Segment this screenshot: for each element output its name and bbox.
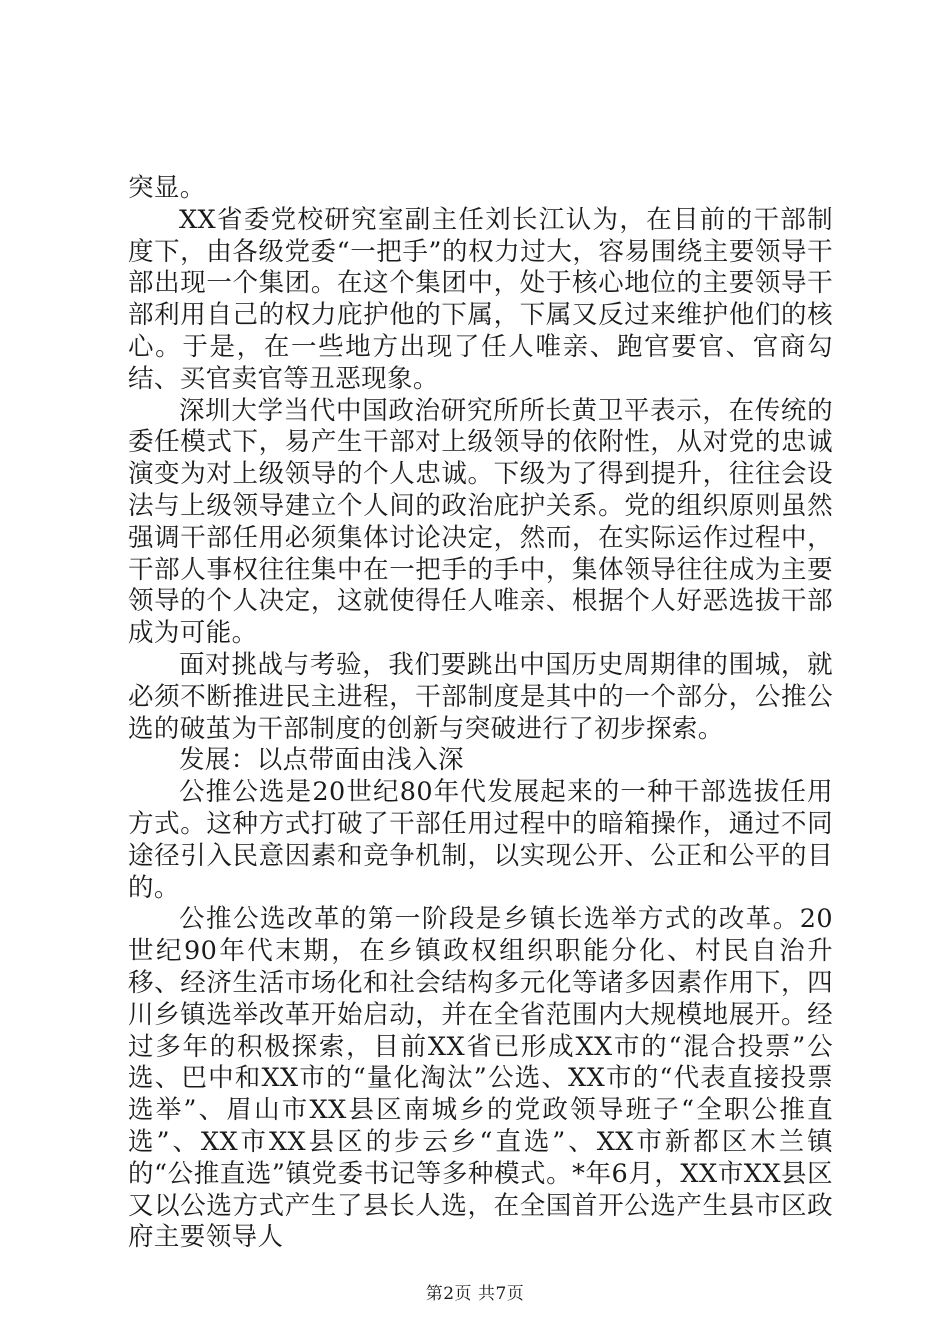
paragraph-liu-changjiang: XX省委党校研究室副主任刘长江认为，在目前的干部制度下，由各级党委“一把手”的权力过大，容易围绕主要领导干部出现一个集团。在这个集团中，处于核心地位的主要领导干部利用自己的权力庇护他的下属，下属又反过来维护他们的核心。于是，在一些地方出现了任人唯亲、跑官要官、官商勾结、买官卖官等丑恶现象。 xyxy=(128,204,833,394)
paragraph-challenge: 面对挑战与考验，我们要跳出中国历史周期律的围城，就必须不断推进民主进程，干部制度是其中的一个部分，公推公选的破茧为干部制度的创新与突破进行了初步探索。 xyxy=(128,649,833,744)
section-heading-development: 发展：以点带面由浅入深 xyxy=(179,745,464,776)
body-text xyxy=(128,173,833,1254)
paragraph-continuation: 突显。 xyxy=(128,173,206,203)
paragraph-huang-weiping: 深圳大学当代中国政治研究所所长黄卫平表示，在传统的委任模式下，易产生干部对上级领导的依附性，从对党的忠诚演变为对上级领导的个人忠诚。下级为了得到提升，往往会设法与上级领导建立个人间的政治庇护关系。党的组织原则虽然强调干部任用必须集体讨论决定，然而，在实际运作过程中，干部人事权往往集中在一把手的手中，集体领导往往成为主要领导的个人决定，这就使得任人唯亲、根据个人好恶选拔干部成为可能。 xyxy=(128,395,833,649)
page-footer: 第2页 共7页 xyxy=(425,1284,525,1304)
paragraph-first-stage: 公推公选改革的第一阶段是乡镇长选举方式的改革。20世纪90年代末期，在乡镇政权组织职能分化、村民自治升移、经济生活市场化和社会结构多元化等诸多因素作用下，四川乡镇选举改革开始启动，并在全省范围内大规模地展开。经过多年的积极探索，目前XX省已形成XX市的“混合投票”公选、巴中和XX市的“量化淘汰”公选、XX市的“代表直接投票选举”、眉山市XX县区南城乡的党政领导班子“全职公推直选”、XX市XX县区的步云乡“直选”、XX市新都区木兰镇的“公推直选”镇党委书记等多种模式。*年6月，XX市XX县区又以公选方式产生了县长人选，在全国首开公选产生县市区政府主要领导人 xyxy=(128,904,833,1253)
paragraph-definition: 公推公选是20世纪80年代发展起来的一种干部选拔任用方式。这种方式打破了干部任用过程中的暗箱操作，通过不同途径引入民意因素和竞争机制，以实现公开、公正和公平的目的。 xyxy=(128,777,833,903)
